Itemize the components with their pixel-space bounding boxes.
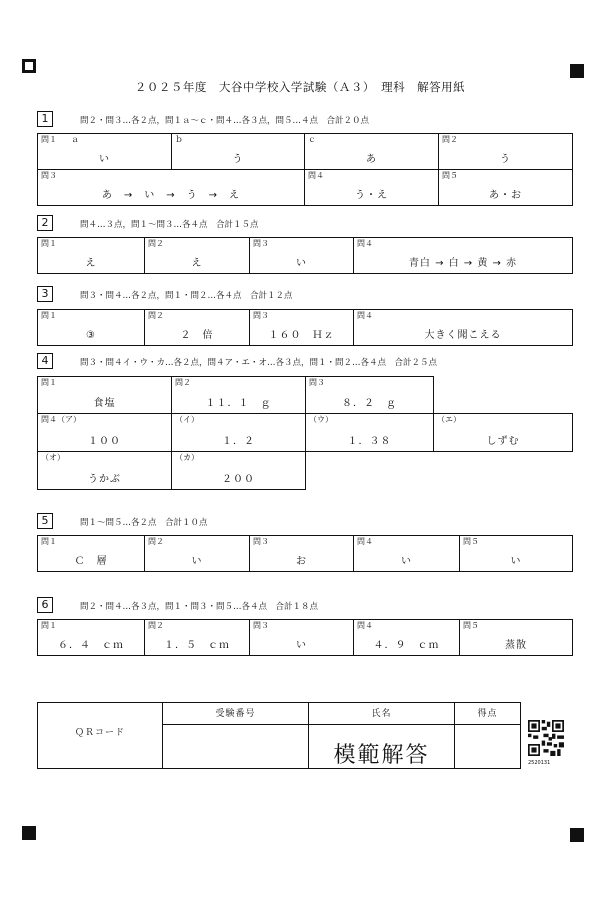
question-label: 問３	[253, 239, 269, 248]
question-label: 問４	[308, 171, 324, 180]
question-label: 問４	[357, 239, 373, 248]
section-1-number: 1	[37, 111, 53, 127]
question-label: 問４	[357, 621, 373, 630]
answer-value: 蒸散	[505, 640, 527, 651]
answer-cell	[354, 536, 460, 572]
answer-value: ２００	[222, 474, 255, 485]
answer-cell	[354, 310, 573, 346]
answer-value: １．２	[222, 436, 255, 447]
answer-value: い	[296, 640, 307, 651]
answer-value: う	[500, 154, 511, 165]
section-1-grid	[37, 133, 573, 206]
answer-cell	[172, 414, 306, 452]
answer-cell	[354, 620, 460, 656]
answer-value: ４．９ ｃｍ	[373, 640, 440, 651]
empty-cell	[306, 452, 434, 490]
section-2-grid	[37, 237, 573, 274]
question-label: 問２	[148, 311, 164, 320]
question-label: 問３	[41, 171, 57, 180]
empty-cell	[434, 452, 573, 490]
question-label: 問２	[148, 621, 164, 630]
exam-number-header	[163, 703, 309, 725]
question-label: （ウ）	[309, 415, 333, 424]
exam-number-field[interactable]	[163, 725, 309, 769]
answer-cell	[38, 620, 145, 656]
section-3-scoring-note: 問３・問４…各２点，問１・問２…各４点 合計１２点	[80, 291, 293, 301]
answer-value: １００	[88, 436, 121, 447]
question-label: 問５	[442, 171, 458, 180]
answer-value: ６．４ ｃｍ	[58, 640, 124, 651]
registration-mark-bottom-right	[570, 828, 584, 842]
question-label: 問１	[41, 239, 57, 248]
empty-cell	[434, 377, 573, 414]
question-label: 問１	[41, 378, 57, 387]
score-header	[455, 703, 521, 725]
answer-cell	[172, 452, 306, 490]
question-label: 問４	[357, 311, 373, 320]
answer-cell	[354, 238, 573, 274]
question-label: 問２	[148, 239, 164, 248]
answer-value: う	[232, 154, 244, 165]
section-4-grid	[37, 376, 573, 490]
answer-cell	[460, 620, 573, 656]
answer-value: １１．１ ｇ	[205, 398, 272, 409]
section-6-number: 6	[37, 597, 53, 613]
name-value: 模範解答	[333, 743, 430, 768]
qr-code-label: ＱＲコード	[74, 728, 125, 738]
question-label: ｃ	[308, 135, 316, 144]
question-label: 問３	[253, 537, 269, 546]
question-label: 問５	[463, 537, 479, 546]
section-2-scoring-note: 問４…３点，問１～問３…各４点 合計１５点	[80, 220, 259, 230]
registration-mark-top-right	[570, 64, 584, 78]
answer-value: Ｃ 層	[74, 556, 108, 567]
answer-cell	[145, 238, 250, 274]
answer-cell	[38, 452, 172, 490]
question-label: 問５	[463, 621, 479, 630]
answer-cell	[305, 170, 439, 206]
question-label: 問４（ア）	[41, 415, 81, 424]
answer-cell	[306, 414, 434, 452]
answer-cell	[250, 620, 354, 656]
qr-code-area	[38, 703, 163, 769]
answer-value: うかぶ	[88, 474, 121, 485]
answer-cell	[250, 310, 354, 346]
answer-value: あ・お	[489, 190, 522, 201]
answer-cell	[38, 536, 145, 572]
score-label: 得点	[477, 709, 498, 719]
answer-cell	[38, 134, 172, 170]
answer-cell	[306, 377, 434, 414]
answer-cell	[439, 170, 573, 206]
qr-code-icon	[528, 720, 564, 756]
question-label: 問２	[442, 135, 458, 144]
section-4-number: 4	[37, 353, 53, 369]
answer-value: い	[191, 556, 203, 567]
answer-value: あ → い → う → え	[101, 190, 241, 201]
question-label: 問３	[309, 378, 325, 387]
answer-value: い	[510, 556, 522, 567]
section-3-number: 3	[37, 286, 53, 302]
score-field[interactable]	[455, 725, 521, 769]
answer-value: い	[401, 556, 412, 567]
answer-value: ③	[86, 330, 96, 341]
registration-mark-top-left	[22, 59, 36, 73]
answer-value: １．５ ｃｍ	[164, 640, 230, 651]
question-label: 問３	[253, 621, 269, 630]
section-5-grid	[37, 535, 573, 572]
answer-cell	[460, 536, 573, 572]
answer-value: 大きく聞こえる	[424, 330, 502, 341]
answer-cell	[145, 310, 250, 346]
section-3-grid	[37, 309, 573, 346]
answer-value: ８．２ ｇ	[342, 398, 397, 409]
answer-cell	[172, 134, 305, 170]
answer-cell	[38, 238, 145, 274]
exam-number-label: 受験番号	[215, 709, 256, 719]
name-label: 氏名	[371, 709, 392, 719]
answer-cell	[38, 170, 305, 206]
question-label: ｂ	[175, 135, 183, 144]
answer-value: ２ 倍	[180, 330, 214, 341]
question-label: 問１	[41, 621, 57, 630]
section-6-scoring-note: 問２・問４…各３点，問１・問３・問５…各４点 合計１８点	[80, 602, 319, 612]
answer-value: う・え	[355, 190, 388, 201]
footer-info-box	[37, 702, 521, 769]
answer-cell	[145, 536, 250, 572]
section-5-number: 5	[37, 513, 53, 529]
question-label: 問１	[41, 537, 57, 546]
answer-cell	[38, 414, 172, 452]
answer-value: い	[296, 258, 307, 269]
question-label: 問３	[253, 311, 269, 320]
answer-value: しずむ	[486, 436, 520, 447]
section-4-scoring-note: 問３・問４イ・ウ・カ…各２点，問４ア・エ・オ…各３点，問１・問２…各４点 合計２５点	[80, 358, 438, 368]
section-1-scoring-note: 問２・問３…各２点，問１ａ～ｃ・問４…各３点，問５…４点 合計２０点	[80, 116, 370, 126]
registration-mark-bottom-left	[22, 826, 36, 840]
question-label: （カ）	[175, 453, 199, 462]
name-header	[309, 703, 455, 725]
answer-cell	[250, 536, 354, 572]
question-label: 問４	[357, 537, 373, 546]
answer-value: １．３８	[347, 436, 392, 447]
qr-id-number: 2520131	[528, 760, 551, 766]
answer-value: え	[85, 258, 97, 269]
question-label: 問２	[148, 537, 164, 546]
answer-value: あ	[366, 154, 377, 165]
answer-cell	[38, 310, 145, 346]
answer-cell	[38, 377, 172, 414]
answer-cell	[434, 414, 573, 452]
question-sublabel: ａ	[71, 135, 79, 144]
answer-value: １６０ Ｈｚ	[268, 330, 335, 341]
answer-cell	[145, 620, 250, 656]
name-field[interactable]	[309, 725, 455, 769]
answer-value: い	[99, 154, 110, 165]
answer-value: 食塩	[93, 398, 116, 409]
section-2-number: 2	[37, 215, 53, 231]
question-label: 問１	[41, 311, 57, 320]
section-6-grid	[37, 619, 573, 656]
question-label: （オ）	[41, 453, 65, 462]
question-label: （イ）	[175, 415, 199, 424]
page-title: ２０２５年度 大谷中学校入学試験（Ａ３） 理科 解答用紙	[134, 80, 466, 94]
answer-cell	[250, 238, 354, 274]
question-label: 問２	[175, 378, 191, 387]
question-label: （エ）	[437, 415, 461, 424]
answer-value: 青白 → 白 → 黄 → 赤	[408, 258, 518, 269]
answer-value: お	[296, 556, 307, 567]
answer-cell	[172, 377, 306, 414]
answer-cell	[305, 134, 439, 170]
question-label: 問１	[41, 135, 57, 144]
section-5-scoring-note: 問１～問５…各２点 合計１０点	[80, 518, 208, 528]
answer-cell	[439, 134, 573, 170]
answer-value: え	[191, 258, 203, 269]
